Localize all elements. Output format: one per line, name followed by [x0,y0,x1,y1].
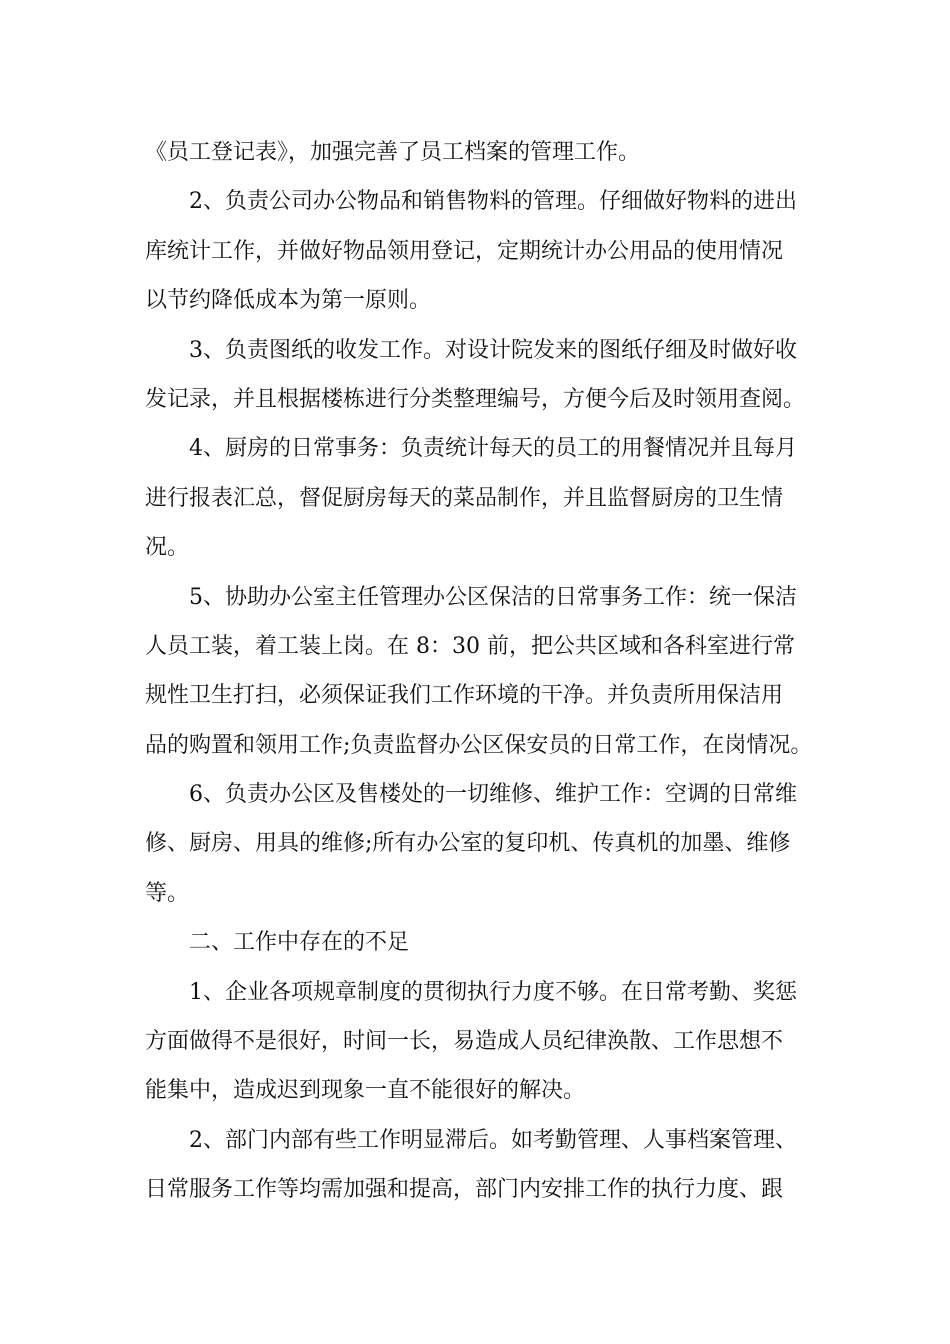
paragraph-start-line: 3、负责图纸的收发工作。对设计院发来的图纸仔细及时做好收 [189,337,797,363]
text-line: 发记录，并且根据楼栋进行分类整理编号，方便今后及时领用查阅。 [145,386,806,412]
text-line: 库统计工作，并做好物品领用登记，定期统计办公用品的使用情况 [145,238,784,264]
text-line: 修、厨房、用具的维修;所有办公室的复印机、传真机的加墨、维修 [145,831,791,857]
text-line: 能集中，造成迟到现象一直不能很好的解决。 [145,1078,586,1104]
text-line: 规性卫生打扫，必须保证我们工作环境的干净。并负责所用保洁用 [145,683,784,709]
text-line: 方面做得不是很好，时间一长，易造成人员纪律涣散、工作思想不 [145,1029,784,1055]
text-line: 日常服务工作等均需加强和提高，部门内安排工作的执行力度、跟 [145,1177,784,1203]
text-line: 以节约降低成本为第一原则。 [145,288,432,314]
paragraph-start-line: 5、协助办公室主任管理办公区保洁的日常事务工作：统一保洁 [189,584,797,610]
text-line: 人员工装，着工装上岗。在 8：30 前，把公共区域和各科室进行常 [145,633,795,659]
paragraph-start-line: 1、企业各项规章制度的贯彻执行力度不够。在日常考勤、奖惩 [189,979,797,1005]
text-line: 况。 [145,535,190,561]
text-line: 品的购置和领用工作;负责监督办公区保安员的日常工作，在岗情况。 [145,732,813,758]
text-line: 等。 [145,880,190,906]
paragraph-start-line: 2、负责公司办公物品和销售物料的管理。仔细做好物料的进出 [189,189,797,215]
section-heading: 二、工作中存在的不足 [189,930,410,956]
paragraph-start-line: 4、厨房的日常事务：负责统计每天的员工的用餐情况并且每月 [189,436,797,462]
text-line: 《员工登记表》，加强完善了员工档案的管理工作。 [145,140,641,165]
text-line: 进行报表汇总，督促厨房每天的菜品制作，并且监督厨房的卫生情 [145,485,784,511]
paragraph-start-line: 6、负责办公区及售楼处的一切维修、维护工作：空调的日常维 [189,782,797,808]
paragraph-start-line: 2、部门内部有些工作明显滞后。如考勤管理、人事档案管理、 [189,1127,797,1153]
document-body [145,128,813,1215]
